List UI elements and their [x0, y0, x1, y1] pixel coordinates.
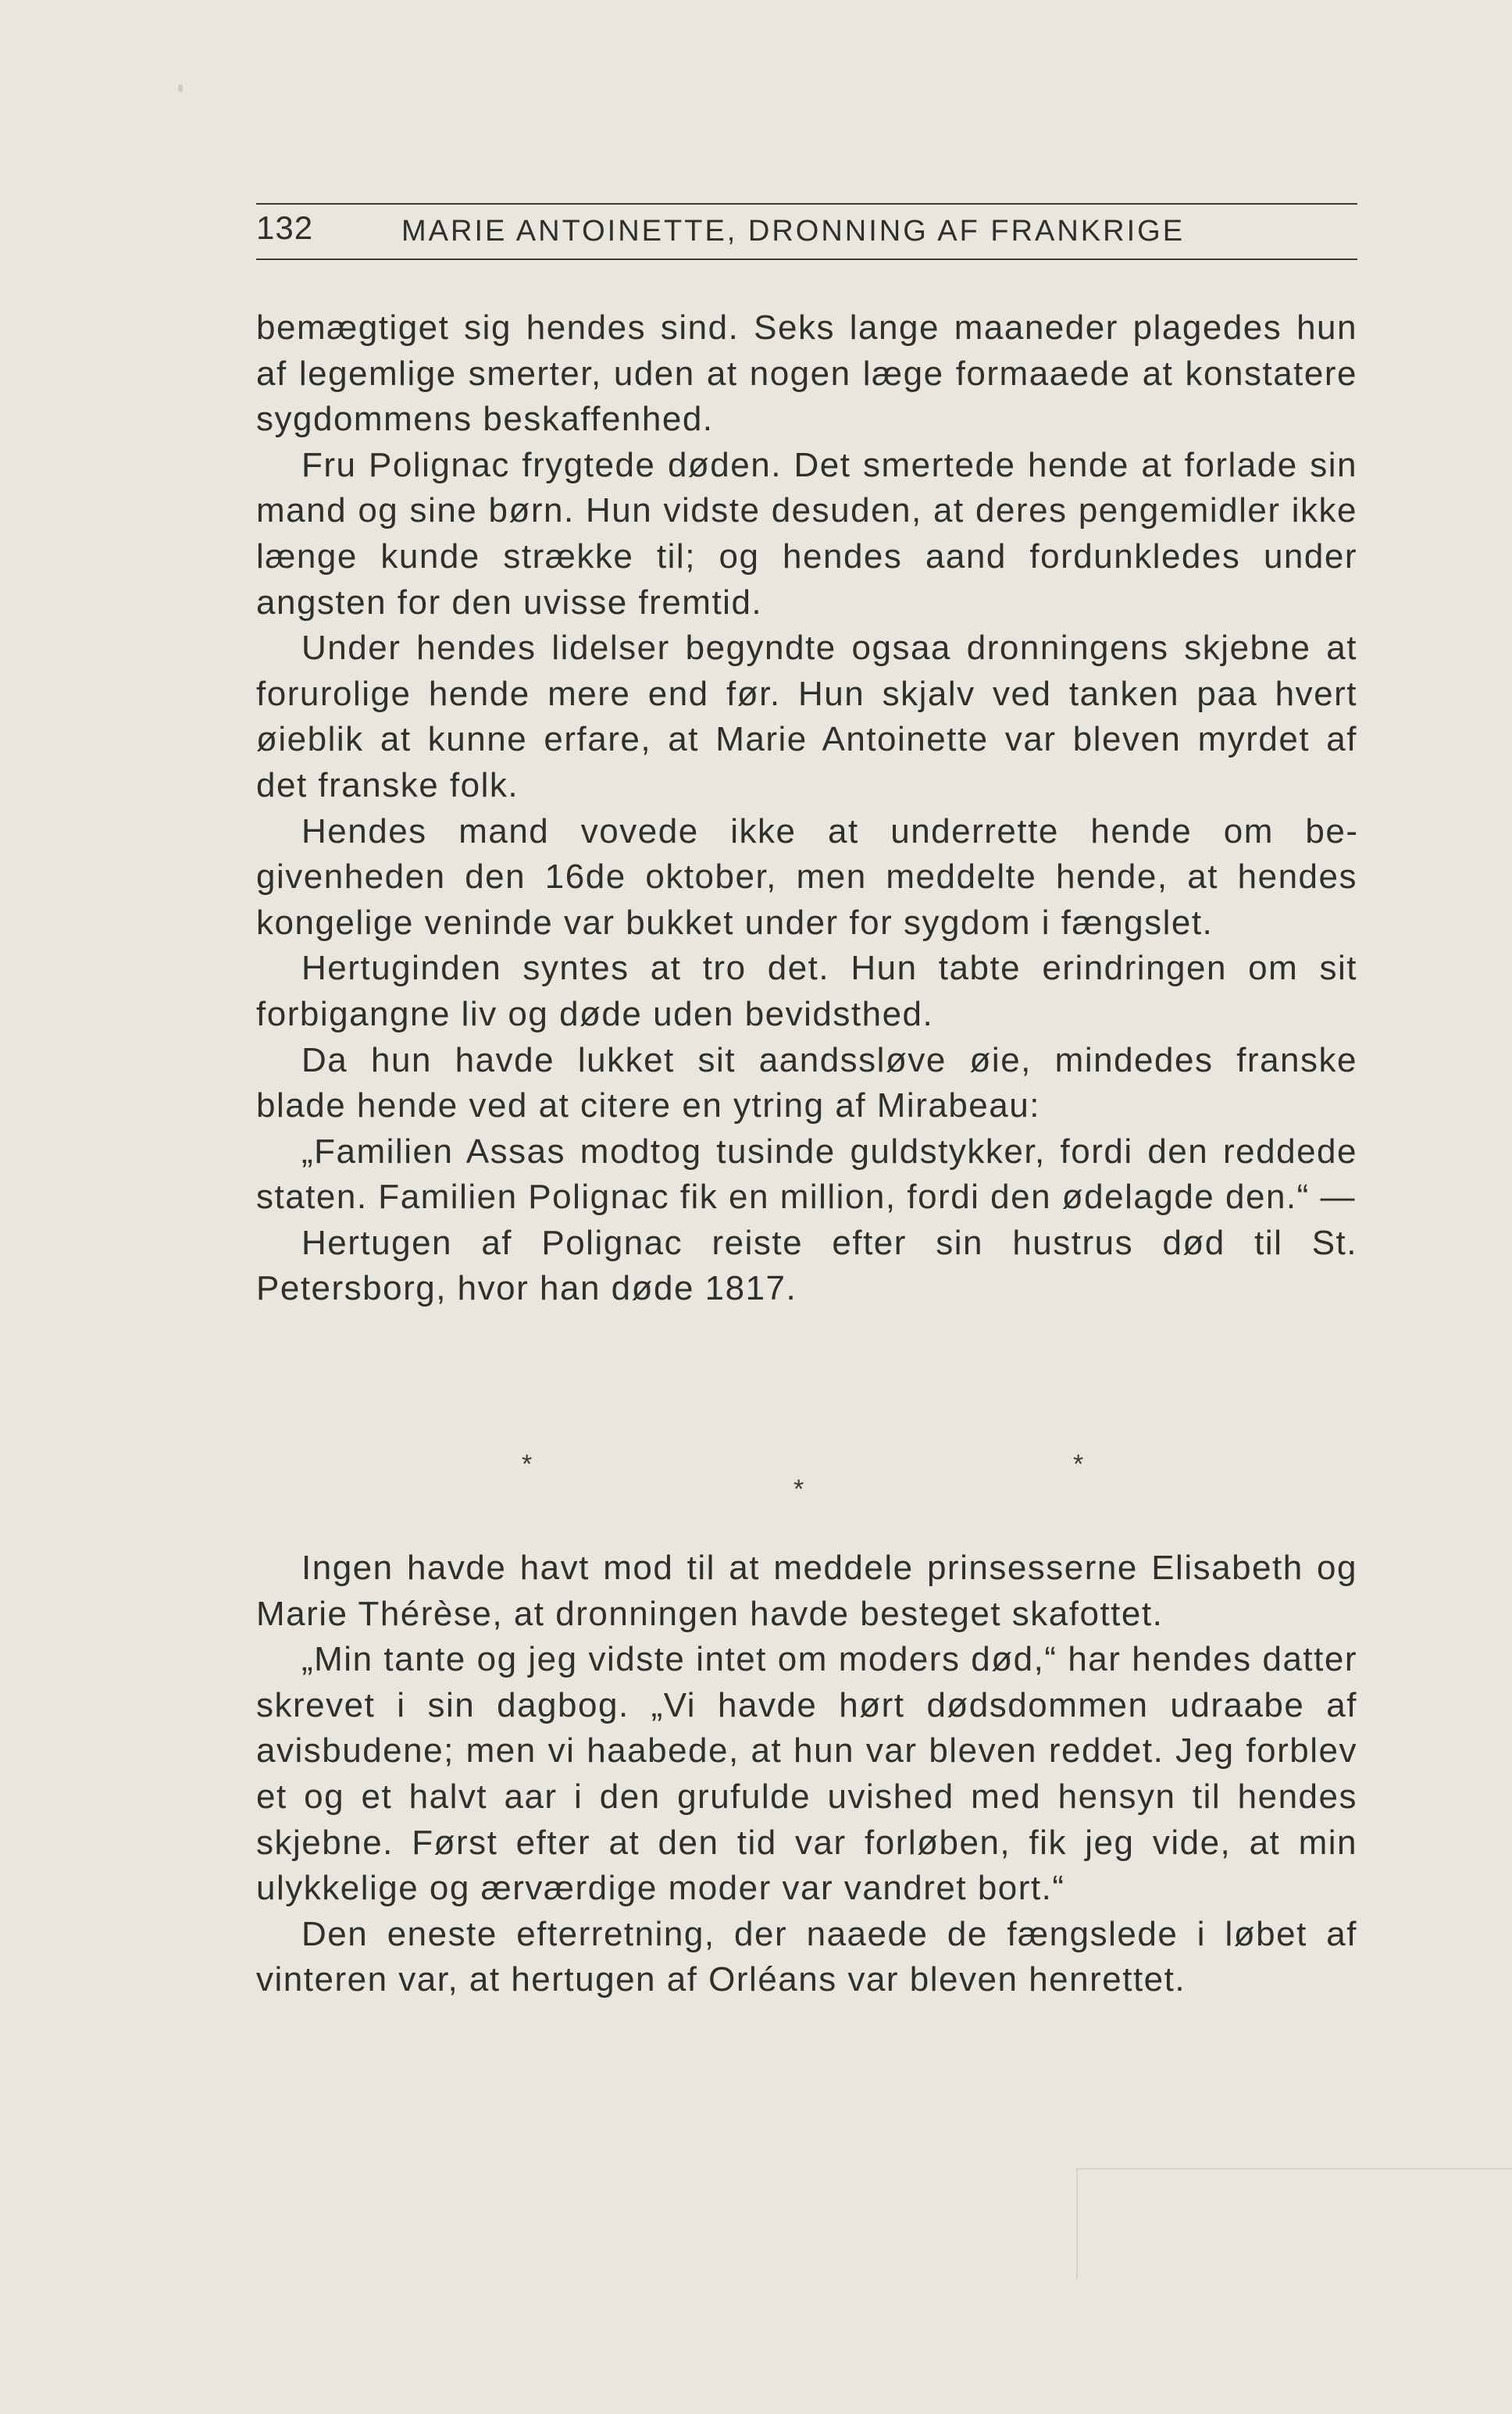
page-header	[256, 205, 1357, 259]
paragraph: Den eneste efterretning, der naaede de fængslede i løbet af vinteren var, at hertugen af Orléans var bleven henrettet.	[256, 1914, 1357, 1999]
paragraph: Fru Polignac frygtede døden. Det smertede hende at forlade sin mand og sine børn. Hun vidste desuden, at deres pengemidler ikke længe kunde strække til; og hendes aand fordunkledes under angsten for den uvisse fremtid.	[256, 445, 1357, 622]
asterisk: *	[793, 1474, 804, 1504]
header-rule-bottom	[256, 259, 1357, 260]
paragraph: „Familien Assas modtog tusinde guldstykker, fordi den reddede staten. Familien Polignac fik en million, fordi den ødelagde den.“ —	[256, 1132, 1357, 1217]
paragraph: Ingen havde havt mod til at meddele prinsesserne Elisabeth og Marie Thérèse, at dronningen havde besteget skafottet.	[256, 1549, 1357, 1633]
running-head: MARIE ANTOINETTE, DRONNING AF FRANKRIGE	[401, 215, 1186, 248]
faint-frame-mark	[1076, 2168, 1512, 2279]
body-text-section-2	[256, 1546, 1357, 2003]
paragraph: Under hendes lidelser begyndte ogsaa dronningens skjebne at forurolige hende mere end før. Hun skjalv ved tanken paa hvert øieblik at kunne erfare, at Marie Antoinette var bleven myrdet af det franske folk.	[256, 629, 1357, 804]
asterisk: *	[522, 1449, 533, 1479]
body-text-section-1	[256, 305, 1357, 1312]
paragraph: bemægtiget sig hendes sind. Seks lange maaneder plagedes hun af legemlige smerter, uden at nogen læge formaaede at konstatere sygdommens beskaffenhed.	[256, 308, 1357, 439]
paper-speck	[178, 84, 183, 92]
paragraph: Da hun havde lukket sit aandssløve øie, mindedes franske blade hende ved at citere en ytring af Mirabeau:	[256, 1040, 1357, 1125]
paragraph: Hertugen af Polignac reiste efter sin hustrus død til St. Petersborg, hvor han døde 1817.	[256, 1223, 1357, 1308]
paragraph: „Min tante og jeg vidste intet om moders død,“ har hendes datter skrevet i sin dagbog. „Vi havde hørt dødsdommen udraabe af avisbudene; men vi haabede, at hun var bleven reddet. Jeg forblev et og et halvt aar i den grufulde uvished med hensyn til hendes skjebne. Først efter at den tid var forløben, fik jeg vide, at min ulykkelige og ærværdige moder var vandret bort.“	[256, 1640, 1357, 1908]
paragraph: Hendes mand vovede ikke at underrette hende om begivenheden den 16de oktober, men meddelte hende, at hendes kongelige veninde var bukket under for sygdom i fængslet.	[256, 811, 1357, 942]
paragraph: Hertuginden syntes at tro det. Hun tabte erindringen om sit forbigangne liv og døde uden bevidsthed.	[256, 949, 1357, 1033]
page-number: 132	[256, 209, 314, 246]
asterisk: *	[1073, 1449, 1084, 1479]
section-break-asterism	[256, 1445, 1357, 1507]
